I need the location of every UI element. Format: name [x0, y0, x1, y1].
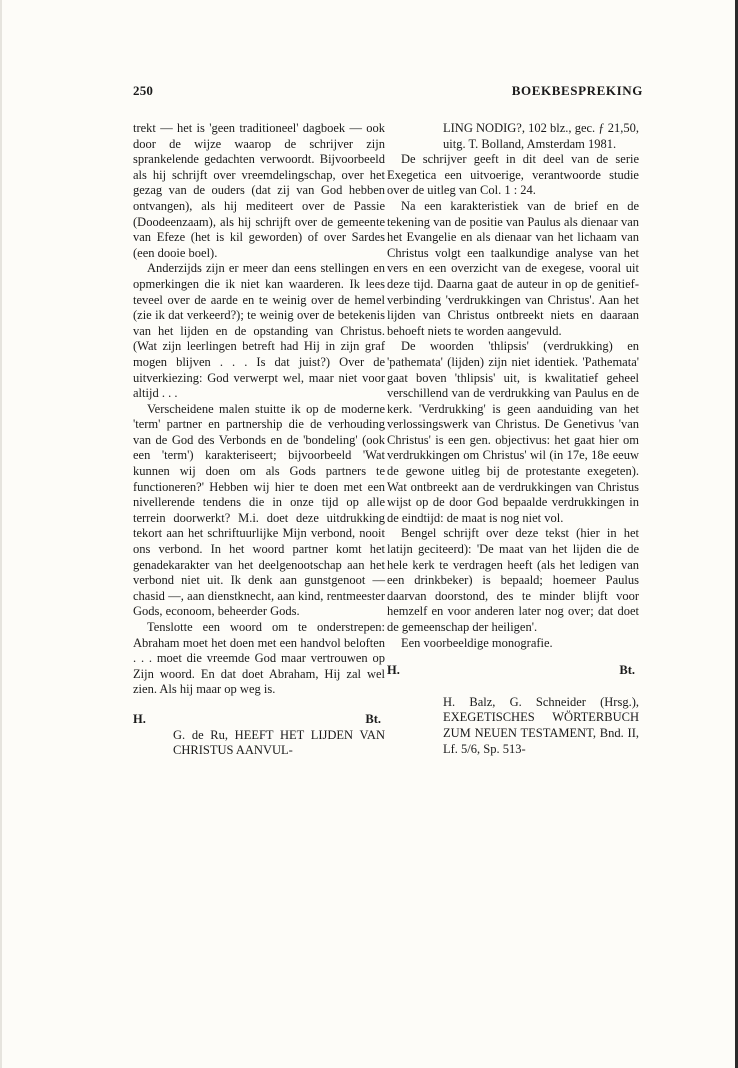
right-column — [387, 121, 639, 757]
paragraph: De woorden 'thlipsis' (verdrukking) en 'pathemata' (lijden) zijn niet identiek. 'Pathemata' gaat boven 'thlipsis' uit, is kwalitatief geheel verschillend van de verdrukking van Paulus en de kerk. 'Verdrukking' is geen aanduiding van het verlossingswerk van Christus. De Genetivus 'van Christus' is een gen. objectivus: het gaat hier om verdrukkingen om Christus' wil (in 17e, 18e eeuw de gewone uitleg bij de protestante exegeten). Wat ontbreekt aan de verdrukkingen van Christus wijst op de door God bepaalde verdrukkingen in de eindtijd: de maat is nog niet vol. — [387, 339, 639, 525]
paragraph: Na een karakteristiek van de brief en de tekening van de positie van Paulus als dienaar van het Evangelie en als dienaar van het lichaam van Christus volgt een taalkundige analyse van het vers en een overzicht van de exegese, vooral uit deze tijd. Daarna gaat de auteur in op de genitief-verbinding 'verdrukkingen van Christus'. Aan het lijden van Christus ontbreekt niets en daaraan behoeft niets te worden aangevuld. — [387, 198, 639, 338]
review-title-continuation: LING NODIG?, 102 blz., gec. ƒ 21,50, uitg. T. Bolland, Amsterdam 1981. — [443, 121, 639, 151]
review-signature — [133, 712, 385, 728]
next-review-title: H. Balz, G. Schneider (Hrsg.), EXEGETISCHES WÖRTERBUCH ZUM NEUEN TESTAMENT, Bnd. II, Lf. 5/6, Sp. 513- — [443, 694, 639, 756]
paragraph: Anderzijds zijn er meer dan eens stellingen en opmerkingen die ik niet kan waarderen. Ik lees teveel over de aarde en te weinig over de hemel (zie ik dat verkeerd?); te weinig over de betekenis van het lijden en de opstanding van Christus. (Wat zijn leerlingen betreft had Hij in zijn graf mogen blijven . . . Is dat juist?) Over de uitverkiezing: God verwerpt wel, maar niet voor altijd . . . — [133, 261, 385, 401]
review-signature — [387, 663, 639, 679]
reviewer-initial: H. — [387, 663, 400, 678]
reviewer-place: Bt. — [365, 711, 381, 726]
next-review-title: G. de Ru, HEEFT HET LIJDEN VAN CHRISTUS AANVUL- — [173, 727, 385, 758]
scan-edge-left — [0, 0, 2, 1068]
paragraph: Bengel schrijft over deze tekst (hier in het latijn geciteerd): 'De maat van het lijden die de hele kerk te verdragen heeft (als het ledigen van een drinkbeker) is bepaald; hoemeer Paulus daarvan doorstond, des te minder blijft voor hemzelf en voor anderen later nog over; dat doet de gemeenschap der heiligen'. — [387, 526, 639, 634]
page-number: 250 — [133, 83, 154, 98]
reviewer-place: Bt. — [619, 663, 635, 678]
paragraph: trekt — het is 'geen traditioneel' dagboek — ook door de wijze waarop de schrijver zijn sprankelende gedachten verwoordt. Bijvoorbeeld als hij schrijft over vreemdelingschap, over het gezag van de ouders (dat zij van God hebben ontvangen), als hij mediteert over de Passie (Doodeenzaam), als hij schrijft over de gemeente van Efeze (het is kil geworden) of over Sardes (een dooie boel). — [133, 121, 385, 260]
running-head: BOEKBESPREKING — [511, 83, 643, 98]
paragraph: Verscheidene malen stuitte ik op de moderne 'term' partner en partnership die de verhouding van de God des Verbonds en de 'bondeling' (ook een 'term') karakteriseert; bijvoorbeeld 'Wat kunnen wij doen om als Gods partners te functioneren?' Hebben wij hier te doen met een nivellerende tendens die in onze tijd op alle terrein doorwerkt? M.i. doet deze uitdrukking tekort aan het schriftuurlijke Mijn verbond, nooit ons verbond. In het woord partner komt het genadekarakter van het deelgenootschap aan het verbond niet uit. Ik denk aan gunstgenoot — chasid —, aan dienstknecht, aan kind, rentmeester Gods, econoom, beheerder Gods. — [133, 401, 385, 619]
paragraph: Tenslotte een woord om te onderstrepen: Abraham moet het doen met een handvol beloften . . . moet die vreemde God maar vertrouwen op Zijn woord. En dat doet Abraham, Hij zal wel zien. Als hij maar op weg is. — [133, 620, 385, 697]
paragraph: De schrijver geeft in dit deel van de serie Exegetica een uitvoerige, verantwoorde studie over de uitleg van Col. 1 : 24. — [387, 152, 639, 198]
paragraph: Een voorbeeldige monografie. — [401, 635, 553, 650]
reviewer-initial: H. — [133, 711, 146, 726]
left-column — [133, 121, 385, 759]
page-header — [133, 83, 643, 103]
